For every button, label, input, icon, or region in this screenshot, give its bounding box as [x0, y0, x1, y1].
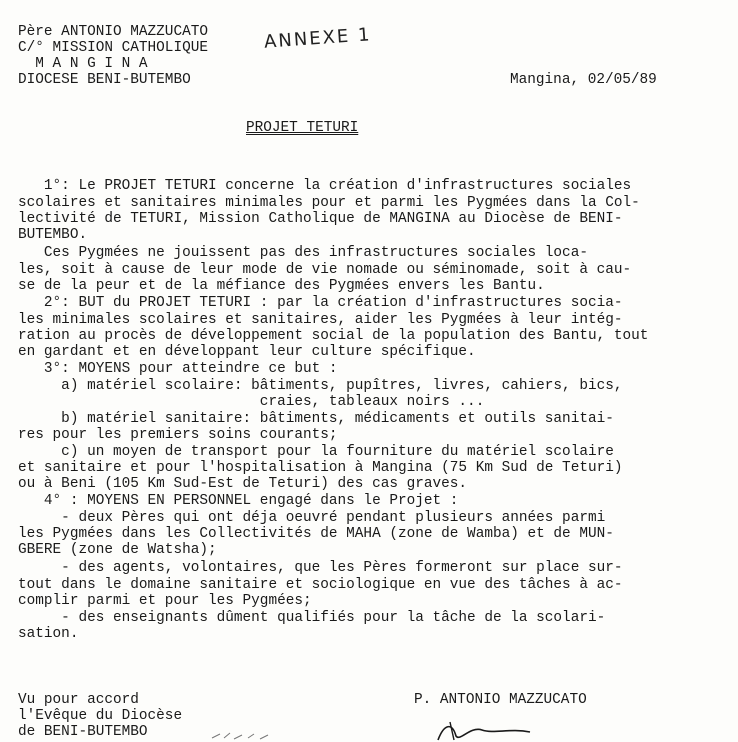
- body-line: ou à Beni (105 Km Sud-Est de Teturi) des cas graves.: [18, 476, 468, 492]
- body-line: Ces Pygmées ne jouissent pas des infrastructures sociales loca-: [18, 245, 588, 261]
- signature-scribble: [430, 718, 550, 742]
- body-line: res pour les premiers soins courants;: [18, 427, 338, 443]
- approval-line-3: de BENI-BUTEMBO: [18, 724, 148, 740]
- signatory-name: P. ANTONIO MAZZUCATO: [414, 692, 587, 708]
- body-line: c) un moyen de transport pour la fourniture du matériel scolaire: [18, 444, 614, 460]
- body-line: sation.: [18, 626, 79, 642]
- sender-line-1: Père ANTONIO MAZZUCATO: [18, 24, 208, 40]
- body-line: ration au procès de développement social de la population des Bantu, tout: [18, 328, 649, 344]
- document-title: PROJET TETURI: [246, 120, 359, 136]
- body-line: les Pygmées dans les Collectivités de MAHA (zone de Wamba) et de MUN-: [18, 526, 614, 542]
- body-line: 2°: BUT du PROJET TETURI : par la création d'infrastructures socia-: [18, 295, 623, 311]
- body-line: 4° : MOYENS EN PERSONNEL engagé dans le Projet :: [18, 493, 459, 509]
- body-line: - des agents, volontaires, que les Pères formeront sur place sur-: [18, 560, 623, 576]
- body-line: BUTEMBO.: [18, 227, 88, 243]
- annex-label: ANNEXE 1: [263, 24, 373, 53]
- sender-line-3: M A N G I N A: [18, 56, 148, 72]
- body-line: en gardant et en développant leur culture spécifique.: [18, 344, 476, 360]
- body-line: a) matériel scolaire: bâtiments, pupîtres, livres, cahiers, bics,: [18, 378, 623, 394]
- sender-line-2: C/° MISSION CATHOLIQUE: [18, 40, 208, 56]
- body-line: b) matériel sanitaire: bâtiments, médicaments et outils sanitai-: [18, 411, 614, 427]
- body-line: se de la peur et de la méfiance des Pygmées envers les Bantu.: [18, 278, 545, 294]
- sender-line-4: DIOCESE BENI-BUTEMBO: [18, 72, 191, 88]
- stamp-remnant: [210, 728, 280, 742]
- place-date: Mangina, 02/05/89: [510, 72, 657, 88]
- body-line: tout dans le domaine sanitaire et sociologique en vue des tâches à ac-: [18, 577, 623, 593]
- body-line: craies, tableaux noirs ...: [18, 394, 485, 410]
- approval-line-2: l'Evêque du Diocèse: [18, 708, 183, 724]
- body-line: - deux Pères qui ont déja oeuvré pendant plusieurs années parmi: [18, 510, 606, 526]
- body-line: les minimales scolaires et sanitaires, aider les Pygmées à leur intég-: [18, 312, 623, 328]
- body-line: et sanitaire et pour l'hospitalisation à Mangina (75 Km Sud de Teturi): [18, 460, 623, 476]
- body-line: scolaires et sanitaires minimales pour et parmi les Pygmées dans la Col-: [18, 195, 640, 211]
- approval-line-1: Vu pour accord: [18, 692, 139, 708]
- body-line: 1°: Le PROJET TETURI concerne la création d'infrastructures sociales: [18, 178, 632, 194]
- body-line: complir parmi et pour les Pygmées;: [18, 593, 312, 609]
- body-line: - des enseignants dûment qualifiés pour la tâche de la scolari-: [18, 610, 606, 626]
- body-line: GBERE (zone de Watsha);: [18, 542, 217, 558]
- body-line: 3°: MOYENS pour atteindre ce but :: [18, 361, 338, 377]
- body-line: les, soit à cause de leur mode de vie nomade ou séminomade, soit à cau-: [18, 262, 632, 278]
- body-line: lectivité de TETURI, Mission Catholique de MANGINA au Diocèse de BENI-: [18, 211, 623, 227]
